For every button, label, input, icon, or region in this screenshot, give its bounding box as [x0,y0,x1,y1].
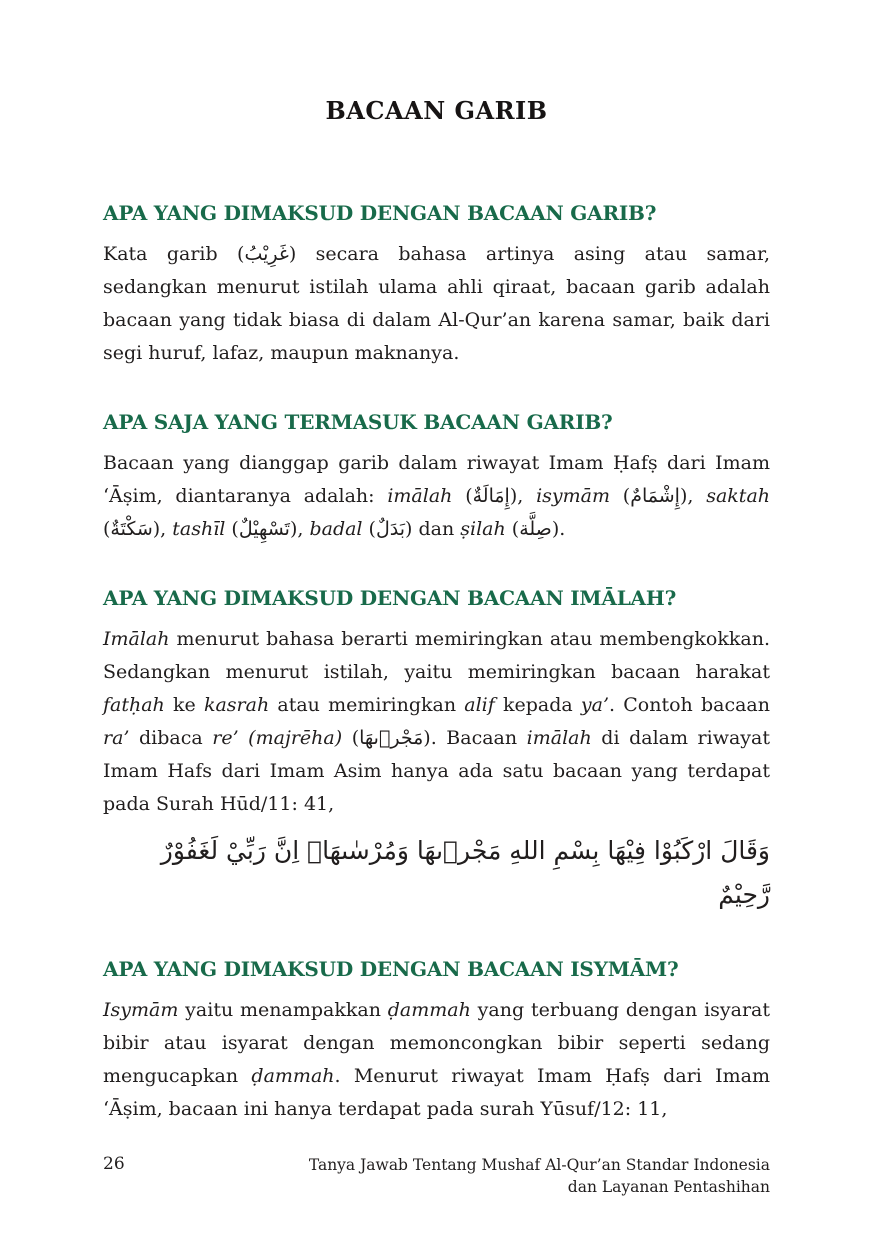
text-run: ) dan [405,518,461,540]
text-run: ( [225,518,239,540]
text-run: ), [289,518,310,540]
text-run: imālah [526,727,592,749]
text-run: ) secara bahasa artinya asing atau samar, sedangkan menurut istilah ulama ahli qiraat, bacaan garib adalah bacaan yang tidak biasa di dalam Al-Qur’an karena samar, baik dari segi huruf, lafaz, maupun maknanya. [103,243,770,364]
text-run: yaitu menampakkan [178,999,388,1021]
text-run: Isymām [103,999,179,1021]
text-run: isymām [536,485,611,507]
book-title-line2: dan Layanan Pentashihan [567,1178,770,1196]
text-run: di dalam riwayat Imam Hafs dari Imam Asim hanya ada satu bacaan yang terdapat pada Surah Hūd/11: 41, [103,727,770,815]
text-run: Bacaan yang dianggap garib dalam riwayat Imam Ḥafṣ dari Imam ‘Āṣim, diantaranya adalah: [103,452,770,507]
text-run: ( [610,485,631,507]
paragraph [103,623,770,821]
arabic-inline: بَدَلٌ [375,518,406,540]
text-run: re’ (majrēha) [212,727,343,749]
text-run: menurut bahasa berarti memiringkan atau membengkokkan. Sedangkan menurut istilah, yaitu memiringkan bacaan harakat [103,628,770,683]
arabic-inline: إِشْمَامٌ [630,485,680,507]
arabic-verse: وَقَالَ ارْكَبُوْا فِيْهَا بِسْمِ اللهِ مَجْر۪ىهَا وَمُرْسٰىهَاۗ اِنَّ رَبِّيْ لَغَفُوْرٌ رَّحِيْمٌ [160,836,770,909]
text-run: kasrah [203,694,270,716]
section-pengertian-imalah [103,586,770,917]
text-run: kepada [494,694,581,716]
text-run: ). [551,518,566,540]
text-run: ḍammah [251,1065,335,1087]
arabic-inline: سَكْتَةٌ [110,518,153,540]
text-run: imālah [387,485,453,507]
paragraph [103,238,770,370]
section-pengertian-isymam [103,957,770,1126]
arabic-inline: صِلَّة [519,518,552,540]
text-run: ). Bacaan [423,727,527,749]
text-run: ra’ [103,727,130,749]
text-run: ya’ [580,694,610,716]
text-run: ( [342,727,360,749]
text-run: atau memiringkan [269,694,465,716]
section-heading: APA YANG DIMAKSUD DENGAN BACAAN GARIB? [103,201,657,225]
text-run: ), [679,485,707,507]
paragraph [103,447,770,546]
text-run: ), [509,485,537,507]
running-book-title [309,1154,770,1198]
page-footer [103,1154,770,1198]
arabic-inline: غَرِيْبُ [244,243,289,265]
text-run: alif [464,694,495,716]
text-run: ke [164,694,204,716]
text-run: ( [452,485,473,507]
text-run: Kata garib ( [103,243,245,265]
text-run: saktah [706,485,771,507]
section-heading: APA SAJA YANG TERMASUK BACAAN GARIB? [103,410,613,434]
paragraph [103,994,770,1126]
text-run: yang terbuang dengan isyarat bibir atau isyarat dengan memoncongkan bibir seperti sedang mengucapkan [103,999,770,1087]
text-run: ), [152,518,173,540]
text-run: Imālah [103,628,170,650]
sections [103,201,770,1126]
text-run: ( [362,518,376,540]
arabic-inline: إِمَالَةٌ [472,485,510,507]
text-run: tashīl [172,518,226,540]
text-run: . Contoh bacaan [609,694,770,716]
book-title-line1: Tanya Jawab Tentang Mushaf Al-Qur’an Standar Indonesia [308,1156,770,1174]
text-run: dibaca [129,727,213,749]
arabic-inline: مَجْر۪ىهَا [359,727,424,749]
text-run: ( [505,518,520,540]
text-run: ḍammah [387,999,471,1021]
section-heading: APA YANG DIMAKSUD DENGAN BACAAN IMĀLAH? [103,586,677,610]
text-run: fatḥah [103,694,165,716]
page-title: BACAAN GARIB [325,96,548,125]
text-run: ṣilah [460,518,506,540]
text-run: badal [309,518,363,540]
section-pengertian-garib [103,201,770,370]
section-termasuk-garib [103,410,770,546]
text-run: ( [103,518,111,540]
arabic-inline: تَسْهِيْلٌ [238,518,290,540]
text-run: . Menurut riwayat Imam Ḥafṣ dari Imam ‘Āṣim, bacaan ini hanya terdapat pada surah Yūsuf/12: 11, [103,1065,770,1120]
section-heading: APA YANG DIMAKSUD DENGAN BACAAN ISYMĀM? [103,957,679,981]
page-number: 26 [103,1154,125,1174]
